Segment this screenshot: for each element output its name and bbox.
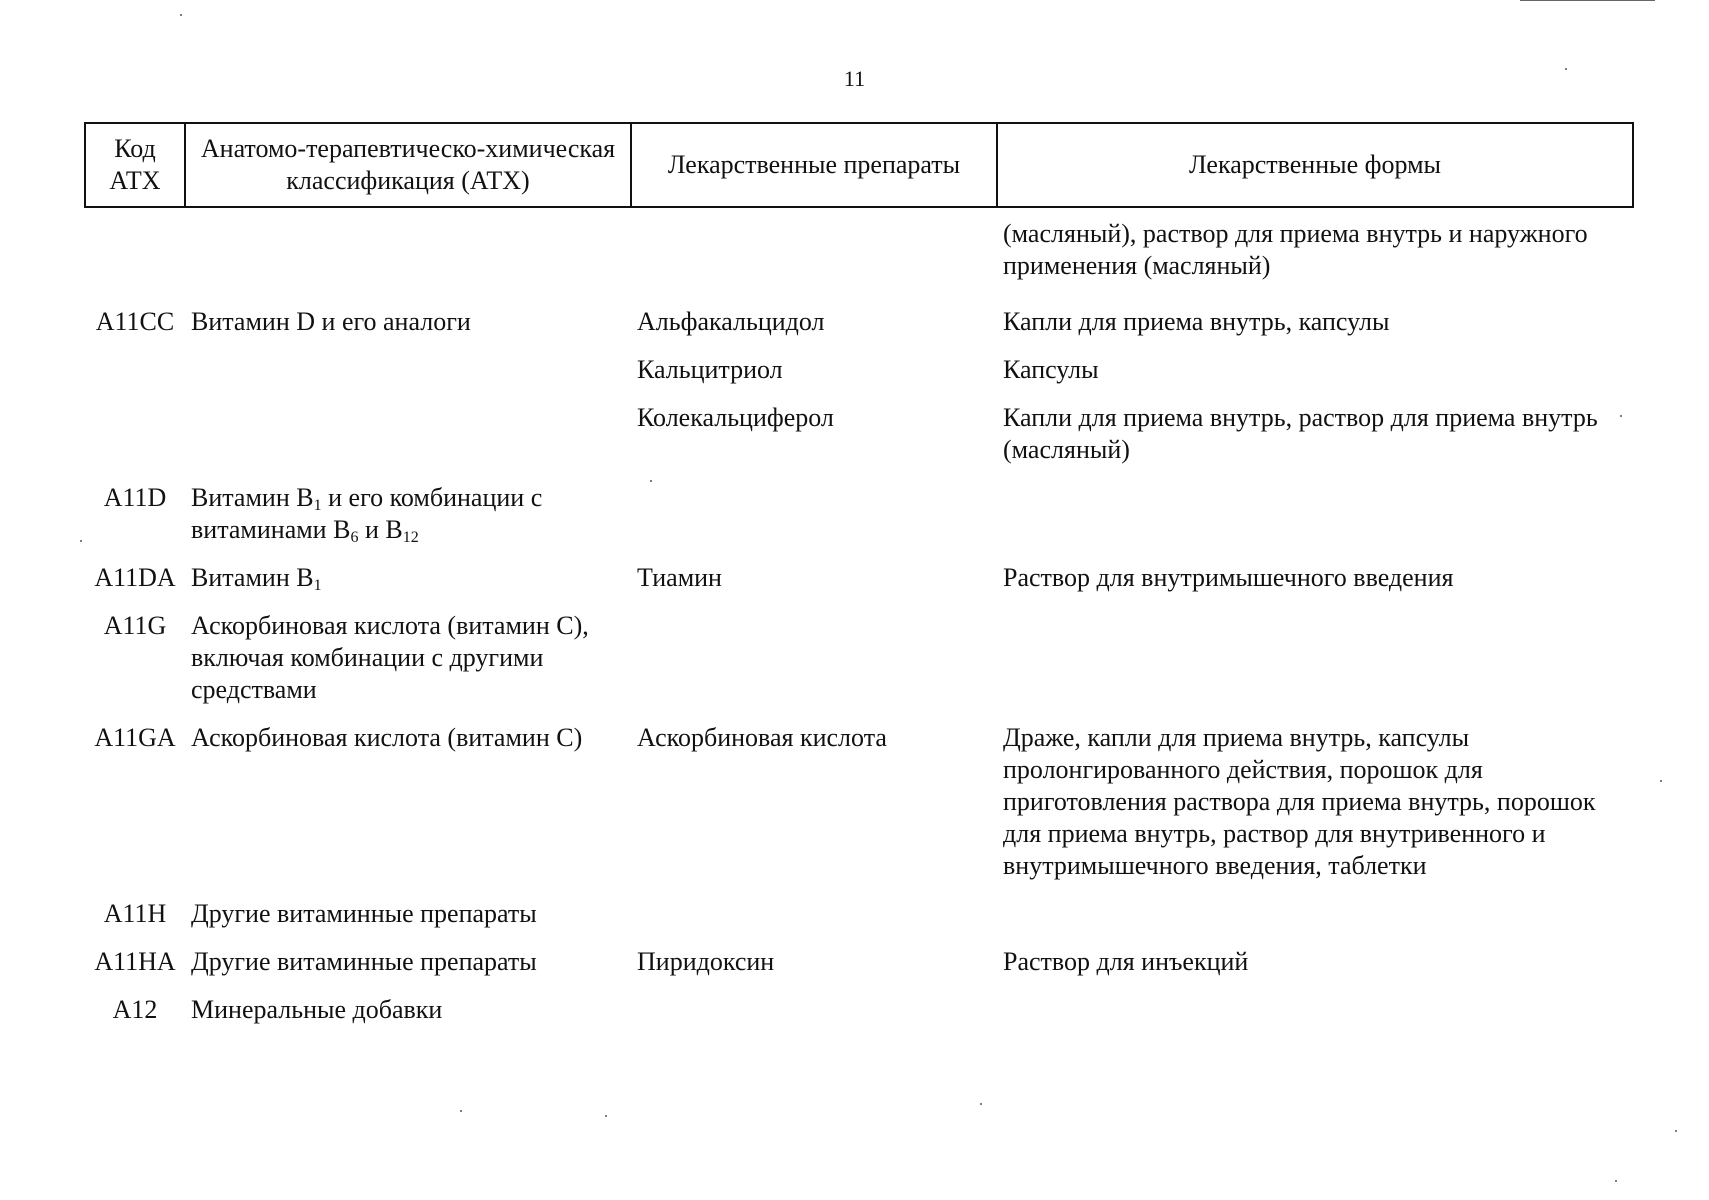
page-number: 11	[843, 66, 866, 91]
code-cell: A11H	[103, 899, 167, 928]
scan-speck	[1675, 1130, 1677, 1132]
code-cell: A12	[112, 995, 158, 1024]
table-row	[85, 476, 1633, 556]
code-cell: A11HA	[94, 947, 176, 976]
scan-speck	[605, 1115, 607, 1117]
table-row	[85, 604, 1633, 716]
scan-speck	[980, 1103, 982, 1105]
drug-cell: Альфакальцидол	[637, 307, 825, 336]
classification-cell: Аскорбиновая кислота (витамин C), включая комбинации с другими средствами	[191, 611, 589, 704]
table-header-row	[85, 123, 1633, 207]
drug-cell: Колекальциферол	[637, 403, 834, 432]
drug-cell	[631, 892, 997, 940]
code-cell: A11G	[103, 611, 167, 640]
scan-speck	[460, 1110, 462, 1112]
atx-table	[84, 122, 1634, 1036]
forms-cell: (масляный), раствор для приема внутрь и наружного применения (масляный)	[1003, 219, 1588, 280]
classification-cell: Витамин $B_1$	[191, 563, 322, 594]
table-row	[85, 348, 1633, 396]
drug-cell: Пиридоксин	[637, 947, 775, 976]
table-row	[85, 892, 1633, 940]
table-row	[85, 556, 1633, 604]
table-row-continuation	[85, 207, 1633, 300]
forms-cell	[997, 988, 1633, 1036]
drug-cell: Аскорбиновая кислота	[637, 723, 887, 752]
classification-cell	[185, 348, 631, 396]
drug-cell: Кальцитриол	[637, 355, 783, 384]
forms-cell: Капсулы	[1003, 355, 1099, 384]
table-row	[85, 716, 1633, 892]
forms-cell	[997, 604, 1633, 716]
table-row	[85, 988, 1633, 1036]
classification-cell: Другие витаминные препараты	[191, 899, 537, 928]
classification-cell: Витамин $B_1$ и его комбинации с витаминами $B_6$ и $B_{12}$	[191, 483, 543, 546]
code-cell: A11DA	[94, 563, 176, 592]
classification-cell: Витамин D и его аналоги	[191, 307, 471, 336]
classification-cell: Аскорбиновая кислота (витамин C)	[191, 723, 583, 752]
forms-cell: Раствор для инъекций	[1003, 947, 1249, 976]
table-row	[85, 940, 1633, 988]
top-edge-rule	[1520, 0, 1655, 1]
drug-cell	[631, 988, 997, 1036]
classification-cell: Минеральные добавки	[191, 995, 443, 1024]
scan-speck	[650, 480, 652, 482]
scan-speck	[1565, 68, 1567, 70]
table-row	[85, 300, 1633, 348]
forms-cell	[997, 892, 1633, 940]
code-cell	[85, 348, 185, 396]
drug-cell	[631, 476, 997, 556]
scan-speck	[80, 540, 82, 542]
forms-cell: Драже, капли для приема внутрь, капсулы пролонгированного действия, порошок для приготовления раствора для приема внутрь, порошок для приема внутрь, раствор для внутривенного и внутримышечного введения, таблетки	[1003, 723, 1596, 880]
forms-cell: Раствор для внутримышечного введения	[1003, 563, 1454, 592]
header-code: Код АТХ	[85, 123, 185, 207]
header-classification: Анатомо-терапевтическо-химическая классификация (АТХ)	[185, 123, 631, 207]
scan-speck	[180, 14, 182, 16]
code-cell: A11CC	[95, 307, 175, 336]
drug-cell: Тиамин	[637, 563, 722, 592]
drug-cell	[631, 604, 997, 716]
classification-cell: Другие витаминные препараты	[191, 947, 537, 976]
scan-speck	[1620, 415, 1622, 417]
code-cell: A11GA	[94, 723, 176, 752]
code-cell: A11D	[103, 483, 167, 512]
forms-cell: Капли для приема внутрь, капсулы	[1003, 307, 1390, 336]
classification-cell	[185, 396, 631, 476]
header-drugs: Лекарственные препараты	[631, 123, 997, 207]
scan-speck	[1615, 1180, 1617, 1182]
code-cell	[85, 396, 185, 476]
scan-speck	[1660, 780, 1662, 782]
forms-cell	[997, 476, 1633, 556]
header-forms: Лекарственные формы	[997, 123, 1633, 207]
forms-cell: Капли для приема внутрь, раствор для приема внутрь (масляный)	[1003, 403, 1598, 464]
table-row	[85, 396, 1633, 476]
